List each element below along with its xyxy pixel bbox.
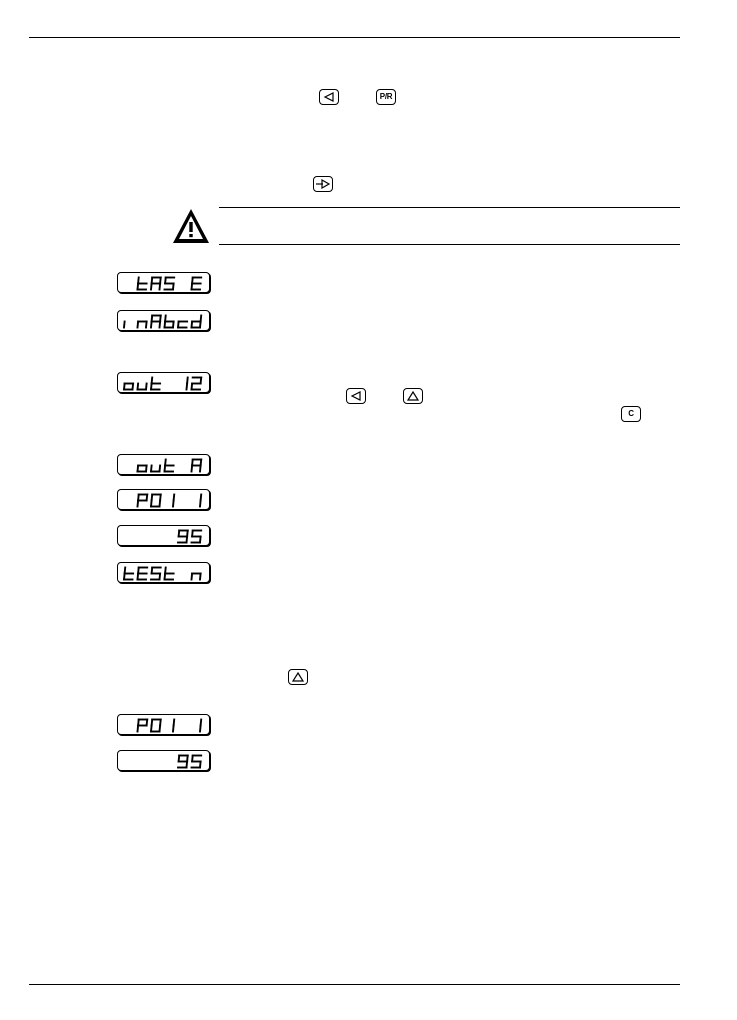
segment-text — [124, 316, 201, 328]
display-taste — [117, 272, 210, 293]
warning-top-rule — [219, 207, 680, 208]
up-triangle-icon — [407, 391, 419, 401]
segment — [200, 726, 201, 732]
segment-text — [138, 278, 202, 290]
segment-text — [178, 756, 201, 768]
segment — [151, 466, 152, 472]
right-arrow-key — [313, 176, 333, 192]
clear-key — [621, 406, 641, 422]
segment-text — [138, 495, 202, 507]
up-arrow-key-inline — [403, 388, 423, 404]
display-test-n — [117, 562, 210, 583]
clear-key-label: C — [628, 409, 634, 418]
segment-text — [138, 460, 202, 472]
segment — [173, 726, 174, 732]
segment — [187, 384, 188, 390]
enter-arrow-icon — [315, 179, 331, 189]
up-triangle-icon — [292, 672, 304, 682]
segment-text — [178, 531, 201, 543]
display-p01-1 — [117, 489, 210, 510]
prog-run-key-label: P/R — [379, 92, 393, 101]
footer-rule — [29, 984, 680, 985]
segment-text — [138, 720, 202, 732]
up-arrow-key — [288, 669, 308, 685]
display-out-a — [117, 454, 210, 475]
left-triangle-icon — [350, 391, 362, 401]
segment — [124, 322, 125, 328]
segment — [152, 720, 153, 726]
segment-text — [124, 378, 201, 390]
left-arrow-key — [319, 89, 339, 105]
segment-text — [124, 568, 201, 580]
display-out-12 — [117, 372, 210, 393]
header-rule — [29, 37, 680, 38]
segment — [173, 501, 174, 507]
segment — [200, 501, 201, 507]
segment — [152, 495, 153, 501]
segment — [138, 384, 139, 390]
left-arrow-key-inline — [346, 388, 366, 404]
display-p01-1-second — [117, 714, 210, 735]
left-triangle-icon — [323, 92, 335, 102]
display-inabcd — [117, 310, 210, 331]
display-95-second — [117, 750, 210, 771]
prog-run-key — [376, 89, 396, 105]
warning-bottom-rule — [219, 244, 680, 245]
warning-triangle-icon — [171, 207, 211, 245]
display-95 — [117, 525, 210, 546]
